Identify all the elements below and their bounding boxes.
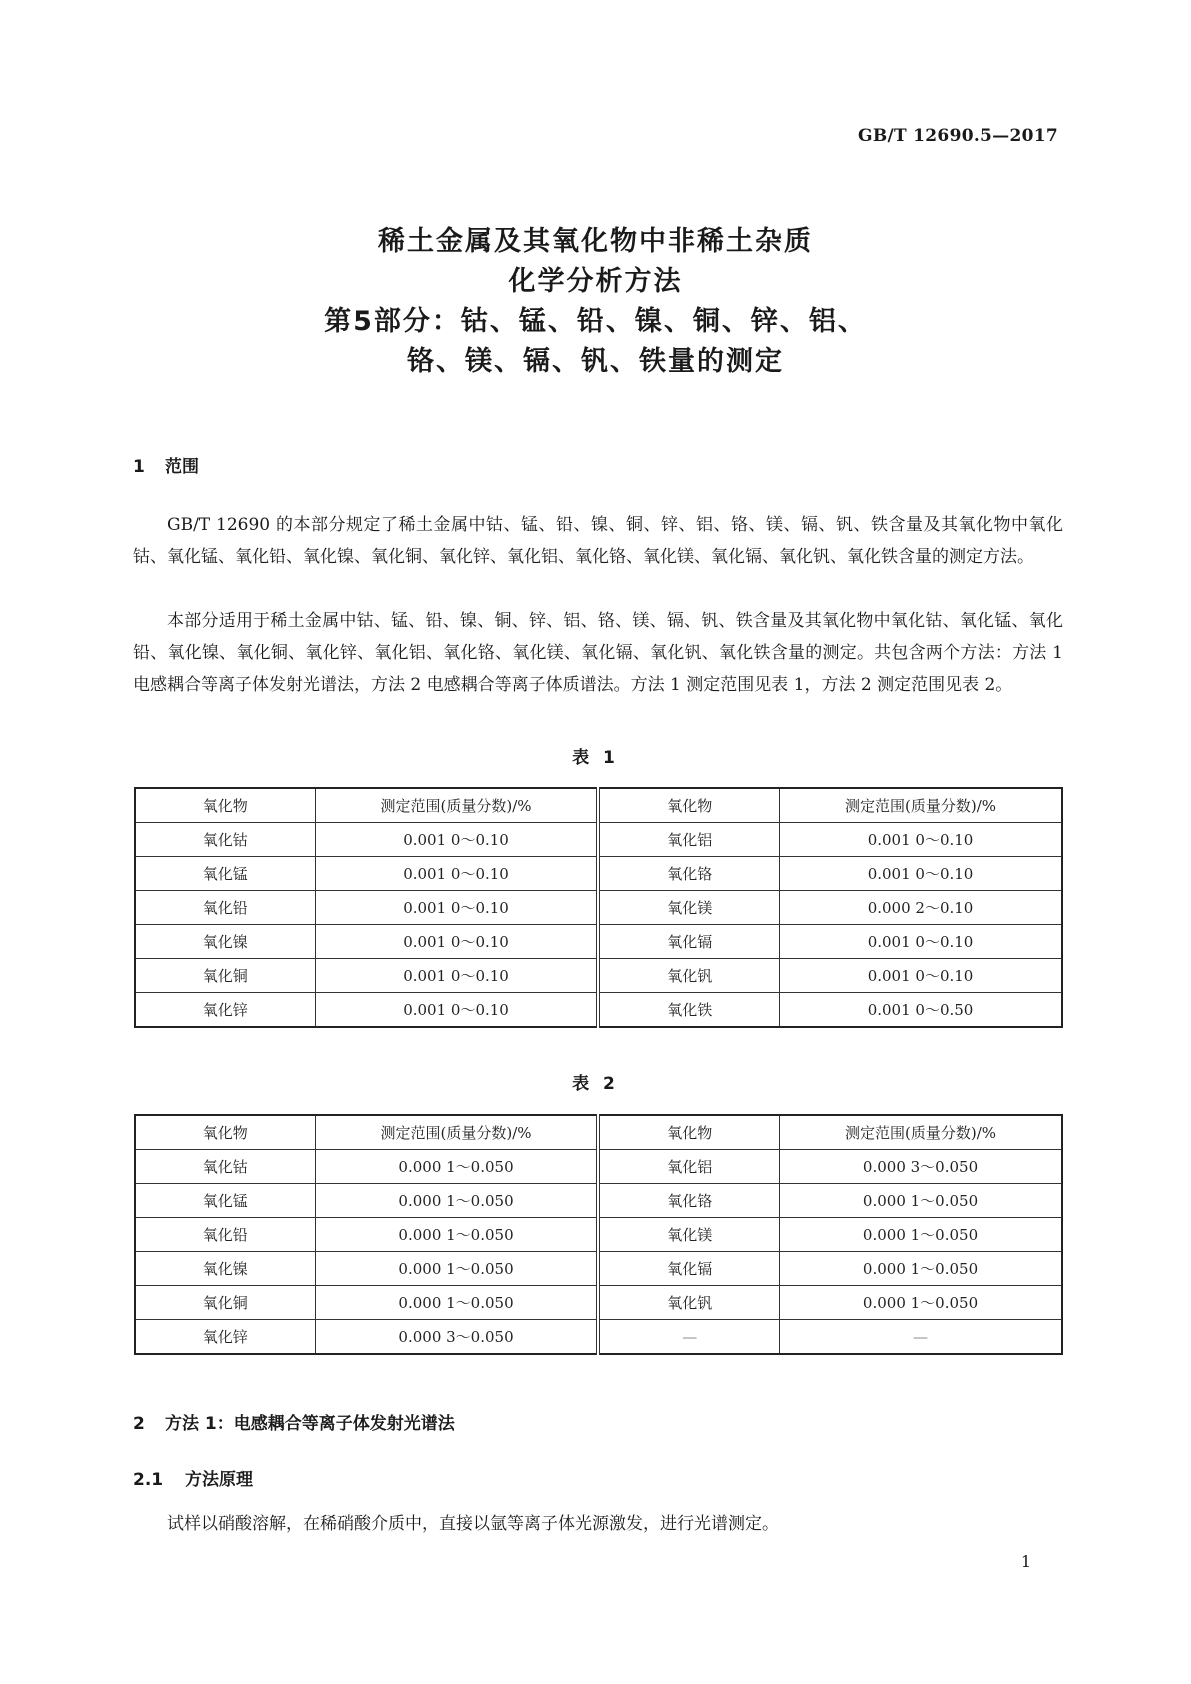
range-cell: 0.000 1～0.050 bbox=[780, 1184, 1062, 1218]
oxide-cell: 氧化镍 bbox=[135, 1252, 315, 1286]
table-header-row bbox=[135, 1115, 1062, 1150]
table-row bbox=[135, 1150, 1062, 1184]
oxide-cell: 氧化镉 bbox=[598, 1252, 779, 1286]
range-cell: 0.001 0～0.10 bbox=[780, 925, 1062, 959]
range-cell: 0.001 0～0.10 bbox=[780, 857, 1062, 891]
oxide-cell: 氧化钴 bbox=[135, 823, 315, 857]
range-cell: 0.000 1～0.050 bbox=[780, 1218, 1062, 1252]
empty-cell: — bbox=[780, 1320, 1062, 1355]
table-2 bbox=[134, 1114, 1063, 1355]
range-cell: 0.000 1～0.050 bbox=[315, 1286, 598, 1320]
section-2-1-title: 方法原理 bbox=[185, 1470, 253, 1490]
section-2-heading bbox=[133, 1409, 455, 1434]
table-row bbox=[135, 993, 1062, 1028]
table-1-caption: 表 1 bbox=[572, 748, 619, 768]
range-cell: 0.001 0～0.10 bbox=[315, 823, 598, 857]
table-row bbox=[135, 1252, 1062, 1286]
oxide-cell: 氧化铬 bbox=[598, 1184, 779, 1218]
table-row bbox=[135, 959, 1062, 993]
table-header-cell: 测定范围(质量分数)/% bbox=[780, 788, 1062, 823]
oxide-cell: 氧化铁 bbox=[598, 993, 779, 1028]
empty-cell: — bbox=[598, 1320, 779, 1355]
range-cell: 0.001 0～0.10 bbox=[315, 891, 598, 925]
oxide-cell: 氧化锰 bbox=[135, 857, 315, 891]
oxide-cell: 氧化铜 bbox=[135, 959, 315, 993]
section-2-title: 方法 1：电感耦合等离子体发射光谱法 bbox=[165, 1414, 455, 1434]
title-line-4: 铬、镁、镉、钒、铁量的测定 bbox=[407, 346, 784, 377]
table-row bbox=[135, 823, 1062, 857]
table-header-cell: 氧化物 bbox=[135, 1115, 315, 1150]
oxide-cell: 氧化铅 bbox=[135, 1218, 315, 1252]
range-cell: 0.001 0～0.50 bbox=[780, 993, 1062, 1028]
table-1 bbox=[134, 787, 1063, 1028]
standard-code: GB/T 12690.5—2017 bbox=[858, 126, 1058, 146]
table-2-caption: 表 2 bbox=[572, 1074, 619, 1094]
section-2-1-paragraph: 试样以硝酸溶解，在稀硝酸介质中，直接以氩等离子体光源激发，进行光谱测定。 bbox=[167, 1514, 779, 1534]
oxide-cell: 氧化锌 bbox=[135, 1320, 315, 1355]
range-cell: 0.000 1～0.050 bbox=[315, 1184, 598, 1218]
oxide-cell: 氧化钒 bbox=[598, 959, 779, 993]
table-row bbox=[135, 1320, 1062, 1355]
oxide-cell: 氧化镁 bbox=[598, 1218, 779, 1252]
oxide-cell: 氧化铝 bbox=[598, 1150, 779, 1184]
section-2-number: 2 bbox=[133, 1414, 145, 1434]
range-cell: 0.001 0～0.10 bbox=[315, 857, 598, 891]
table-row bbox=[135, 925, 1062, 959]
section-2-1-number: 2.1 bbox=[133, 1470, 164, 1490]
range-cell: 0.001 0～0.10 bbox=[780, 959, 1062, 993]
range-cell: 0.000 2～0.10 bbox=[780, 891, 1062, 925]
section-2-1-heading bbox=[133, 1465, 253, 1490]
oxide-cell: 氧化镁 bbox=[598, 891, 779, 925]
table-header-cell: 测定范围(质量分数)/% bbox=[315, 1115, 598, 1150]
section-1-paragraph-2: 本部分适用于稀土金属中钴、锰、铅、镍、铜、锌、铝、铬、镁、镉、钒、铁含量及其氧化物中氧化钴、氧化锰、氧化铅、氧化镍、氧化铜、氧化锌、氧化铝、氧化铬、氧化镁、氧化镉、氧化钒、氧化铁含量的测定。共包含两个方法：方法 1 电感耦合等离子体发射光谱法，方法 2 电感耦合等离子体质谱法。方法 1 测定范围见表 1，方法 2 测定范围见表 2。 bbox=[133, 611, 1063, 695]
range-cell: 0.000 1～0.050 bbox=[780, 1286, 1062, 1320]
table-row bbox=[135, 1184, 1062, 1218]
range-cell: 0.000 1～0.050 bbox=[780, 1252, 1062, 1286]
range-cell: 0.001 0～0.10 bbox=[315, 993, 598, 1028]
table-header-cell: 测定范围(质量分数)/% bbox=[315, 788, 598, 823]
range-cell: 0.001 0～0.10 bbox=[315, 925, 598, 959]
section-1-heading bbox=[133, 452, 199, 477]
table-header-cell: 氧化物 bbox=[598, 788, 779, 823]
range-cell: 0.000 1～0.050 bbox=[315, 1252, 598, 1286]
page-number: 1 bbox=[1020, 1552, 1031, 1571]
document-title bbox=[0, 222, 1191, 382]
oxide-cell: 氧化镍 bbox=[135, 925, 315, 959]
oxide-cell: 氧化铜 bbox=[135, 1286, 315, 1320]
range-cell: 0.001 0～0.10 bbox=[780, 823, 1062, 857]
table-row bbox=[135, 857, 1062, 891]
table-row bbox=[135, 1218, 1062, 1252]
section-1-number: 1 bbox=[133, 457, 145, 477]
title-line-2: 化学分析方法 bbox=[508, 266, 683, 297]
oxide-cell: 氧化钴 bbox=[135, 1150, 315, 1184]
range-cell: 0.001 0～0.10 bbox=[315, 959, 598, 993]
table-header-cell: 测定范围(质量分数)/% bbox=[780, 1115, 1062, 1150]
range-cell: 0.000 3～0.050 bbox=[780, 1150, 1062, 1184]
table-row bbox=[135, 891, 1062, 925]
table-header-row bbox=[135, 788, 1062, 823]
range-cell: 0.000 3～0.050 bbox=[315, 1320, 598, 1355]
oxide-cell: 氧化铅 bbox=[135, 891, 315, 925]
table-header-cell: 氧化物 bbox=[598, 1115, 779, 1150]
oxide-cell: 氧化铬 bbox=[598, 857, 779, 891]
title-line-3: 第5部分：钴、锰、铅、镍、铜、锌、铝、 bbox=[324, 306, 867, 337]
oxide-cell: 氧化锌 bbox=[135, 993, 315, 1028]
oxide-cell: 氧化锰 bbox=[135, 1184, 315, 1218]
oxide-cell: 氧化钒 bbox=[598, 1286, 779, 1320]
section-1-title: 范围 bbox=[165, 457, 199, 477]
range-cell: 0.000 1～0.050 bbox=[315, 1150, 598, 1184]
table-row bbox=[135, 1286, 1062, 1320]
section-1-paragraph-1: GB/T 12690 的本部分规定了稀土金属中钴、锰、铅、镍、铜、锌、铝、铬、镁、镉、钒、铁含量及其氧化物中氧化钴、氧化锰、氧化铅、氧化镍、氧化铜、氧化锌、氧化铝、氧化铬、氧化镁、氧化镉、氧化钒、氧化铁含量的测定方法。 bbox=[133, 515, 1063, 567]
table-header-cell: 氧化物 bbox=[135, 788, 315, 823]
oxide-cell: 氧化镉 bbox=[598, 925, 779, 959]
oxide-cell: 氧化铝 bbox=[598, 823, 779, 857]
title-line-1: 稀土金属及其氧化物中非稀土杂质 bbox=[378, 226, 813, 257]
range-cell: 0.000 1～0.050 bbox=[315, 1218, 598, 1252]
